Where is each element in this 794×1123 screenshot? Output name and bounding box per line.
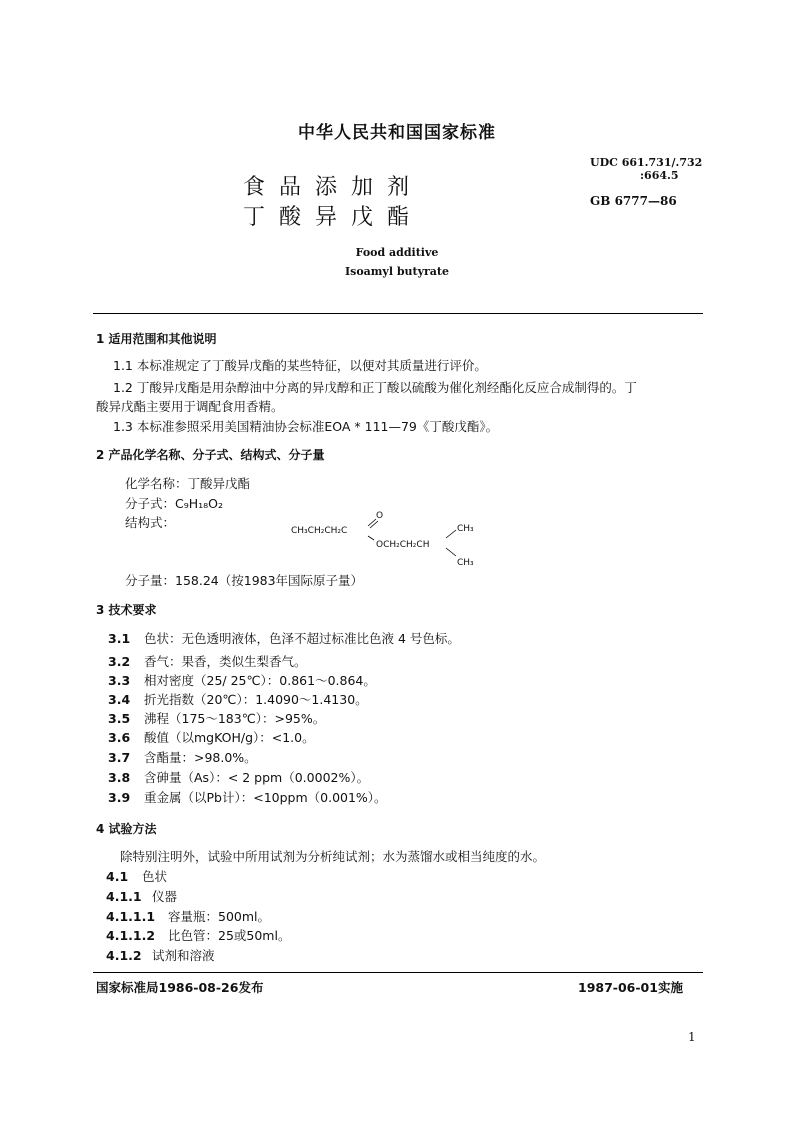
method-item bbox=[106, 887, 177, 905]
section-4-title: 4 试验方法 bbox=[96, 822, 157, 836]
method-number: 4.1.1.2 bbox=[106, 928, 156, 943]
page-number: 1 bbox=[688, 1030, 696, 1044]
issued-date: 国家标准局1986-08-26发布 bbox=[96, 980, 264, 995]
section-1-title: 1 适用范围和其他说明 bbox=[96, 332, 217, 346]
requirement-text: 含砷量（As）：< 2 ppm（0.0002%）。 bbox=[144, 770, 370, 785]
chemical-name: 化学名称：丁酸异戊酯 bbox=[125, 476, 251, 491]
document-title-line2: 丁酸异戊酯 bbox=[243, 205, 424, 230]
clause-1-2: 1.2 丁酸异戊酯是用杂醇油中分离的异戊醇和正丁酸以硫酸为催化剂经酯化反应合成制得的。丁 bbox=[113, 380, 637, 395]
clause-1-3: 1.3 本标准参照采用美国精油协会标准EOA * 111—79《丁酸戊酯》。 bbox=[113, 419, 499, 434]
method-number: 4.1 bbox=[106, 869, 129, 884]
requirement-text: 酸值（以mgKOH/g）：<1.0。 bbox=[144, 730, 315, 745]
molecular-formula: 分子式：C₉H₁₈O₂ bbox=[125, 496, 224, 511]
footer-divider bbox=[93, 972, 703, 973]
standard-title: 中华人民共和国国家标准 bbox=[298, 123, 496, 143]
header-divider bbox=[93, 313, 703, 314]
requirement-text: 含酯量：>98.0%。 bbox=[144, 750, 257, 765]
requirement-number: 3.9 bbox=[108, 790, 131, 805]
requirement-text: 沸程（175～183℃）：>95%。 bbox=[144, 711, 326, 726]
section-3-title: 3 技术要求 bbox=[96, 603, 157, 617]
requirement-text: 重金属（以Pb计）：<10ppm（0.001%）。 bbox=[144, 790, 387, 805]
requirement-number: 3.3 bbox=[108, 673, 131, 688]
requirement-text: 色状：无色透明液体，色泽不超过标准比色液 4 号色标。 bbox=[144, 631, 460, 646]
english-title-line2: Isoamyl butyrate bbox=[344, 265, 449, 278]
udc-code-suffix: :664.5 bbox=[640, 169, 679, 182]
method-text: 色状 bbox=[142, 869, 168, 884]
method-item bbox=[106, 867, 167, 885]
structure-methyl-bottom: CH₃ bbox=[457, 558, 474, 568]
method-number: 4.1.1.1 bbox=[106, 909, 156, 924]
requirement-item bbox=[108, 652, 307, 670]
method-number: 4.1.2 bbox=[106, 948, 142, 963]
structure-chain-left: CH₃CH₂CH₂C bbox=[291, 526, 348, 536]
english-title-line1: Food additive bbox=[355, 246, 439, 259]
method-text: 比色管：25或50ml。 bbox=[168, 928, 291, 943]
requirement-number: 3.6 bbox=[108, 730, 131, 745]
method-text: 试剂和溶液 bbox=[152, 948, 215, 963]
gb-code: GB 6777—86 bbox=[590, 194, 677, 208]
requirement-number: 3.1 bbox=[108, 631, 131, 646]
method-number: 4.1.1 bbox=[106, 889, 142, 904]
document-title-line1: 食品添加剂 bbox=[243, 175, 424, 200]
requirement-item bbox=[108, 748, 257, 766]
requirement-item bbox=[108, 690, 368, 708]
clause-1-2-cont: 酸异戊酯主要用于调配食用香精。 bbox=[96, 399, 284, 414]
requirement-text: 香气：果香，类似生梨香气。 bbox=[144, 654, 307, 669]
requirement-number: 3.8 bbox=[108, 770, 131, 785]
requirement-text: 相对密度（25/ 25℃）：0.861～0.864。 bbox=[144, 673, 376, 688]
structure-methyl-top: CH₃ bbox=[457, 524, 474, 534]
udc-code: UDC 661.731/.732 bbox=[590, 156, 703, 169]
requirement-text: 折光指数（20℃）：1.4090～1.4130。 bbox=[144, 692, 368, 707]
requirement-number: 3.7 bbox=[108, 750, 131, 765]
requirement-item bbox=[108, 768, 369, 786]
structure-label: 结构式： bbox=[125, 515, 176, 530]
requirement-number: 3.2 bbox=[108, 654, 131, 669]
requirement-number: 3.4 bbox=[108, 692, 131, 707]
method-text: 容量瓶：500ml。 bbox=[168, 909, 271, 924]
method-item bbox=[106, 907, 270, 925]
structure-carbonyl-oxygen: O bbox=[376, 511, 384, 521]
requirement-item bbox=[108, 671, 376, 689]
requirement-item bbox=[108, 629, 460, 647]
requirement-item bbox=[108, 728, 315, 746]
section-4-intro: 除特别注明外，试验中所用试剂为分析纯试剂；水为蒸馏水或相当纯度的水。 bbox=[120, 849, 546, 864]
requirement-item bbox=[108, 788, 387, 806]
molecular-weight: 分子量：158.24（按1983年国际原子量） bbox=[125, 573, 364, 588]
requirement-number: 3.5 bbox=[108, 711, 131, 726]
structure-bonds bbox=[360, 508, 470, 564]
clause-1-1: 1.1 本标准规定了丁酸异戊酯的某些特征，以便对其质量进行评价。 bbox=[113, 358, 487, 373]
method-item bbox=[106, 926, 290, 944]
structure-ester-chain: OCH₂CH₂CH bbox=[376, 540, 430, 550]
requirement-item bbox=[108, 709, 325, 727]
method-text: 仪器 bbox=[152, 889, 178, 904]
method-item bbox=[106, 946, 215, 964]
section-2-title: 2 产品化学名称、分子式、结构式、分子量 bbox=[96, 448, 325, 462]
effective-date: 1987-06-01实施 bbox=[578, 980, 683, 995]
